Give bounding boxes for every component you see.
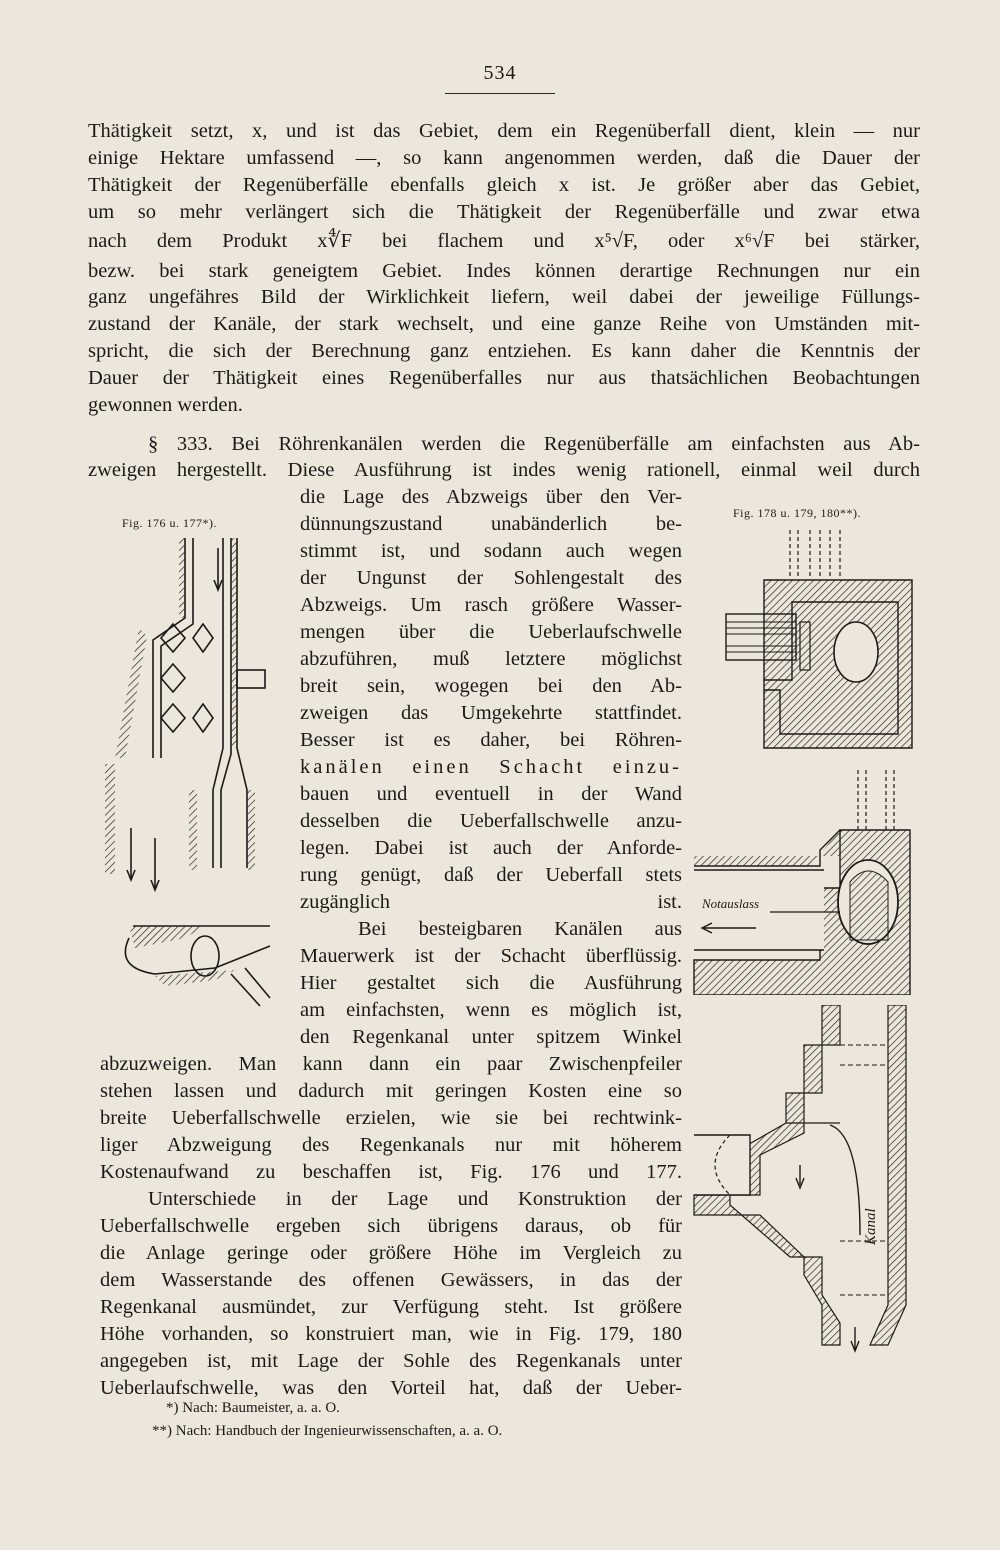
text-line: bauen und eventuell in der Wand <box>300 783 682 805</box>
text-line: zustand der Kanäle, der stark wechselt, und eine ganze Reihe von Umständen mit- <box>88 313 920 335</box>
text-line: stimmt ist, und sodann auch wegen <box>300 540 682 562</box>
text-line: die Lage des Abzweigs über den Ver- <box>300 486 682 508</box>
text-line: Höhe vorhanden, so konstruiert man, wie in Fig. 179, 180 <box>100 1323 682 1345</box>
figure-180 <box>690 1005 920 1360</box>
text-line: Besser ist es daher, bei Röhren- <box>300 729 682 751</box>
text-line: die Anlage geringe oder größere Höhe im Vergleich zu <box>100 1242 682 1264</box>
text-line: Dauer der Thätigkeit eines Regenüberfalles nur aus thatsächlichen Beobachtungen <box>88 367 920 389</box>
figure-179 <box>690 770 920 995</box>
text-line: mengen über die Ueberlaufschwelle <box>300 621 682 643</box>
text-line: Ueberlaufschwelle, was den Vorteil hat, daß der Ueber- <box>100 1377 682 1399</box>
footnote: **) Nach: Handbuch der Ingenieurwissenschaften, a. a. O. <box>152 1423 503 1439</box>
text-line: bezw. bei stark geneigtem Gebiet. Indes können derartige Rechnungen nur ein <box>88 260 920 282</box>
text-line: Kostenaufwand zu beschaffen ist, Fig. 176 und 177. <box>100 1161 682 1183</box>
text-line: Thätigkeit setzt, x, und ist das Gebiet, dem ein Regenüberfall dient, klein — nur <box>88 120 920 142</box>
figure-caption-176: Fig. 176 u. 177*). <box>122 516 218 530</box>
text-line: stehen lassen und dadurch mit geringen Kosten eine so <box>100 1080 682 1102</box>
text-line: Ueberfallschwelle ergeben sich übrigens daraus, ob für <box>100 1215 682 1237</box>
text-line: am einfachsten, wenn es möglich ist, <box>300 999 682 1021</box>
text-line: Thätigkeit der Regenüberfälle ebenfalls gleich x ist. Je größer aber das Gebiet, <box>88 174 920 196</box>
text-line: legen. Dabei ist auch der Anforde- <box>300 837 682 859</box>
text-line: breit sein, wogegen bei den Ab- <box>300 675 682 697</box>
text-line: Unterschiede in der Lage und Konstruktion der <box>148 1188 682 1210</box>
figure-178 <box>722 530 922 765</box>
text-line: zugänglich ist. <box>300 891 682 913</box>
kanal-label: Kanal <box>863 1208 879 1245</box>
text-line: Mauerwerk ist der Schacht überflüssig. <box>300 945 682 967</box>
text-line: Regenkanal ausmündet, zur Verfügung steht. Ist größere <box>100 1296 682 1318</box>
figure-176-177 <box>95 528 300 1038</box>
text-line: ganz ungefähres Bild der Wirklichkeit liefern, weil dabei der jeweilige Füllungs- <box>88 286 920 308</box>
page-number-rule <box>445 93 555 94</box>
text-line: Bei besteigbaren Kanälen aus <box>358 918 682 940</box>
section-heading-line: § 333. Bei Röhrenkanälen werden die Regenüberfälle am einfachsten aus Ab- <box>148 433 920 455</box>
text-line: abzuzweigen. Man kann dann ein paar Zwischenpfeiler <box>100 1053 682 1075</box>
text-line: gewonnen werden. <box>88 394 243 416</box>
text-line: zweigen das Umgekehrte stattfindet. <box>300 702 682 724</box>
text-line: abzuführen, muß letztere möglichst <box>300 648 682 670</box>
text-line: kanälen einen Schacht einzu- <box>300 756 682 778</box>
footnote: *) Nach: Baumeister, a. a. O. <box>166 1400 340 1416</box>
text-line: um so mehr verlängert sich die Thätigkeit der Regenüberfälle und zwar etwa <box>88 201 920 223</box>
text-line: nach dem Produkt x∜F bei flachem und x⁵√F, oder x⁶√F bei stärker, <box>88 230 920 252</box>
figure-caption-178: Fig. 178 u. 179, 180**). <box>733 506 862 520</box>
text-line: liger Abzweigung des Regenkanals nur mit höherem <box>100 1134 682 1156</box>
text-line: dünnungszustand unabänderlich be- <box>300 513 682 535</box>
text-line: einige Hektare umfassend —, so kann angenommen werden, daß die Dauer der <box>88 147 920 169</box>
text-line: Hier gestaltet sich die Ausführung <box>300 972 682 994</box>
text-line: dem Wasserstande des offenen Gewässers, in das der <box>100 1269 682 1291</box>
text-line: Abzweigs. Um rasch größere Wasser- <box>300 594 682 616</box>
text-line: der Ungunst der Sohlengestalt des <box>300 567 682 589</box>
page-number: 534 <box>483 62 517 84</box>
text-line: desselben die Ueberfallschwelle anzu- <box>300 810 682 832</box>
text-line: angegeben ist, mit Lage der Sohle des Regenkanals unter <box>100 1350 682 1372</box>
notauslass-label: Notauslass <box>702 896 760 911</box>
text-line: den Regenkanal unter spitzem Winkel <box>300 1026 682 1048</box>
text-line: rung genügt, daß der Ueberfall stets <box>300 864 682 886</box>
text-line: breite Ueberfallschwelle erzielen, wie sie bei rechtwink- <box>100 1107 682 1129</box>
text-line: spricht, die sich der Berechnung ganz entziehen. Es kann daher die Kenntnis der <box>88 340 920 362</box>
text-line: zweigen hergestellt. Diese Ausführung ist indes wenig rationell, einmal weil durch <box>88 459 920 481</box>
